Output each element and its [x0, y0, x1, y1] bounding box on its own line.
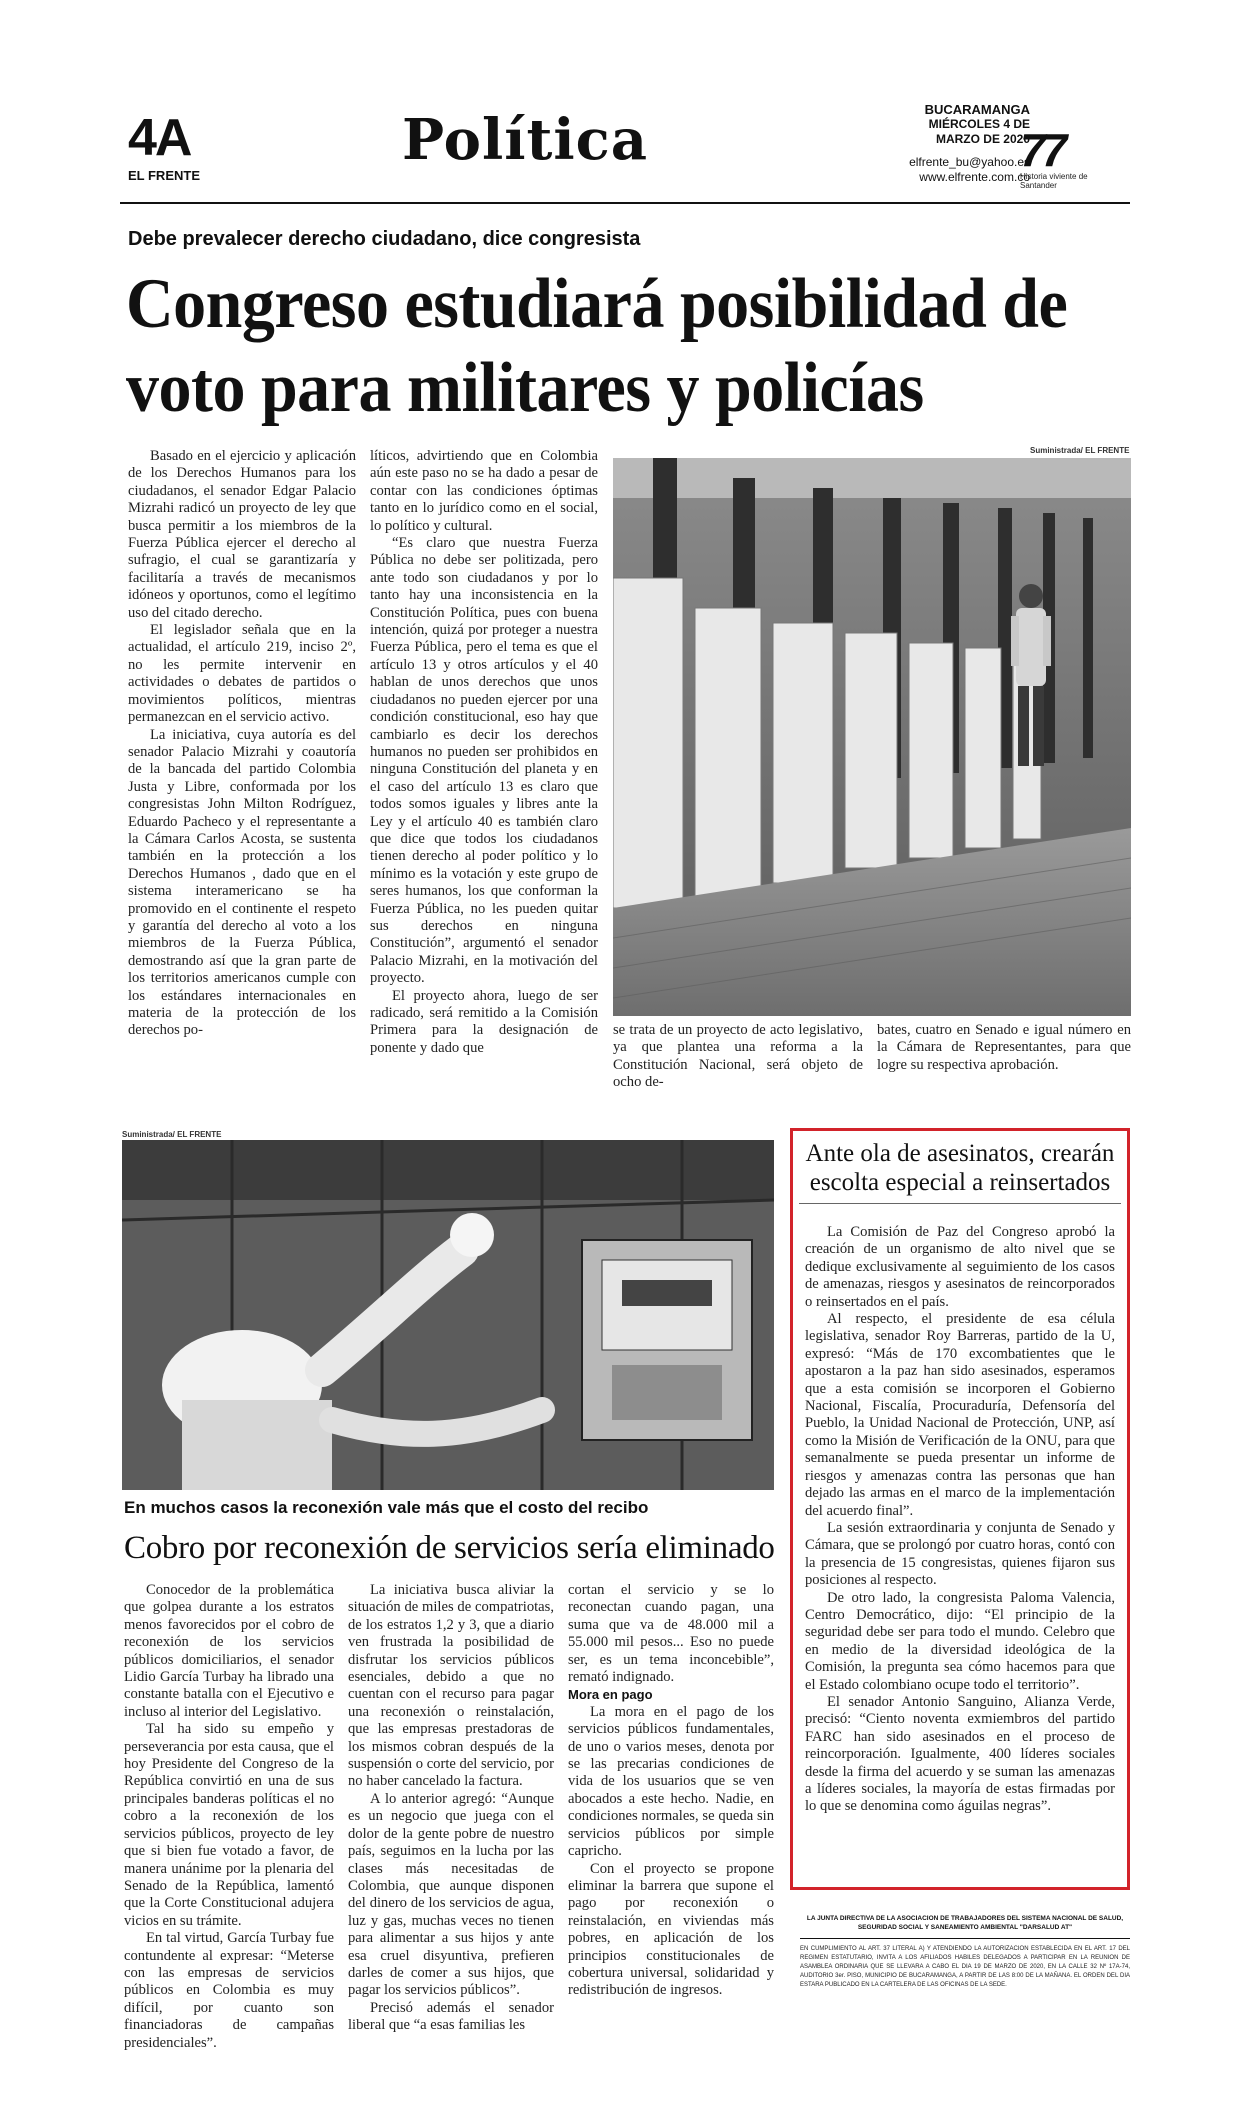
paragraph: El proyecto ahora, luego de ser radicado, será remitido a la Comisión Primera para la designación de ponente y dado que	[370, 987, 598, 1056]
notice-rule	[800, 1938, 1130, 1939]
electric-meter-worker-image	[122, 1140, 774, 1490]
story1-kicker: Debe prevalecer derecho ciudadano, dice congresista	[128, 228, 641, 250]
page-number: 4A	[128, 109, 191, 167]
story2-column-2	[348, 1582, 554, 2035]
story1-column-1	[128, 448, 356, 1040]
meter-box	[582, 1240, 752, 1440]
anniversary-logo	[1020, 124, 1120, 190]
date: MIÉRCOLES 4 DE MARZO DE 2020	[928, 117, 1030, 146]
paragraph: La Comisión de Paz del Congreso aprobó la creación de un organismo de alto nivel que se dedique exclusivamente al seguimiento de los casos de amenazas, riesgos y asesinatos de reincorporados o reinsertados en el país.	[805, 1224, 1115, 1310]
paragraph: “Es claro que nuestra Fuerza Pública no debe ser politizada, pero ante todo son ciudadanos y por lo tanto hay una inconsistencia en la Constitución Política, pues con buena intención, quizá por proteger a nuestra Fuerza Pública, pero el tema es que el artículo 13 y otros artículos y el 40 hablan de unos derechos que unos ciudadanos no pueden ejercer por una condición constitucional, eso hay que cambiarlo es decir los derechos humanos no pueden ser prohibidos en ninguna Constitución del planeta y en el caso del artículo 13 es claro que todos somos iguales y libres ante la Ley y el artículo 40 es también claro que dice que todos los ciudadanos tienen derecho al poder político y lo mínimo es la votación y este grupo de seres humanos, los que conforman la Fuerza Pública, no les pueden quitar sus derechos en ninguna Constitución”, argumentó el senador Palacio Mizrahi, en la motivación del proyecto.	[370, 535, 598, 987]
paragraph: se trata de un proyecto de acto legislativo, ya que plantea una reforma a la Constitución Nacional, será objeto de ocho de-	[613, 1022, 863, 1091]
paragraph: En tal virtud, García Turbay fue contundente al expresar: “Meterse con las empresas de servicios públicos en Colombia es muy difícil, por cuanto son financiadoras de campañas presidenciales”.	[124, 1930, 334, 2051]
subheading: Mora en pago	[568, 1687, 653, 1703]
story1-column-2	[370, 448, 598, 1057]
box-body	[793, 1204, 1127, 1816]
paragraph: A lo anterior agregó: “Aunque es un negocio que juega con el dolor de la gente pobre de nuestro país, seguimos en la lucha por las clases más necesitadas de Colombia, que aunque disponen del dinero de los servicios de agua, luz y gas, muchas veces no tienen para alimentar a sus hijos y ante esa cruel disyuntiva, prefieren darles de comer a sus hijos, que pagar los servicios públicos”.	[348, 1790, 554, 1999]
paragraph: Tal ha sido su empeño y perseverancia por esta causa, que el hoy Presidente del Congreso de la República convirtió en una de sus principales banderas políticas el no cobro a la reconexión de los servicios públicos, proyecto de ley que si bien fue votado a favor, de manera unánime por la plenaria del Senado de la República, lamentó que la Corte Constitucional adujera vicios en su trámite.	[124, 1721, 334, 1929]
paragraph: La sesión extraordinaria y conjunta de Senado y Cámara, que se prolongó por cuatro horas, contó con la presencia de 15 congresistas, quienes fijaron sus posiciones al respecto.	[805, 1519, 1115, 1589]
city: BUCARAMANGA	[924, 102, 1030, 117]
story2-column-1	[124, 1582, 334, 2052]
paragraph: Basado en el ejercicio y aplicación de los Derechos Humanos para los ciudadanos, el senador Edgar Palacio Mizrahi radicó un proyecto de ley que busca permitir a los miembros de la Fuerza Pública ejercer el derecho al sufragio, el cual se garantizaría y facilitaría a través de mecanismos idóneos y oportunos, como el legítimo uso del citado derecho.	[128, 448, 356, 621]
story1-photo	[613, 458, 1131, 1016]
brand-name: EL FRENTE	[128, 168, 200, 183]
email-link[interactable]: elfrente_bu@yahoo.es	[909, 155, 1030, 169]
notice-title: LA JUNTA DIRECTIVA DE LA ASOCIACION DE TRABAJADORES DEL SISTEMA NACIONAL DE SALUD, SEGURIDAD SOCIAL Y SANEAMIENTO AMBIENTAL "DARSALUD AT"	[806, 1915, 1124, 1931]
story1-column-3	[613, 1022, 863, 1092]
logo-number: 77	[1020, 124, 1064, 176]
paragraph: líticos, advirtiendo que en Colombia aún este paso no se ha dado a pesar de contar con las condiciones óptimas tanto en lo jurídico como en el social, lo político y cultural.	[370, 448, 598, 534]
soldier-ballot-booths-image	[613, 458, 1131, 1016]
section-title: Política	[402, 107, 649, 173]
paragraph: El senador Antonio Sanguino, Alianza Verde, precisó: “Ciento noventa exmiembros del partido FARC han sido asesinados en el proceso de reincorporación. Igualmente, 400 líderes sociales desde la firma del acuerdo y se suman las amenazas a líderes sociales, la mayoría de estas firmadas por lo que se denomina como águilas negras”.	[805, 1693, 1115, 1815]
paragraph: Conocedor de la problemática que golpea durante a los estratos menos favorecidos por el cobro de reconexión de los servicios públicos domiciliarios, el senador Lidio García Turbay ha librado una constante batalla con el Ejecutivo e incluso al interior del Legislativo.	[124, 1582, 334, 1720]
story1-photo-credit: Suministrada/ EL FRENTE	[1030, 446, 1130, 455]
paragraph: cortan el servicio y se lo reconectan cuando pagan, una suma que va de 48.000 mil a 55.000 mil pesos... Eso no puede ser, es un tema inconcebible”, remató indignado.	[568, 1582, 774, 1686]
classified-notice	[800, 1914, 1130, 1990]
paragraph: Con el proyecto se propone eliminar la barrera que supone el pago por reconexión o reinstalación, en viviendas más pobres, en aplicación de los principios constitucionales de cobertura universal, solidaridad y redistribución de ingresos.	[568, 1860, 774, 1999]
logo-tagline: Historia viviente de Santander	[1020, 172, 1088, 190]
website-link[interactable]: www.elfrente.com.co	[919, 170, 1030, 184]
story1-headline: Congreso estudiará posibilidad de voto para militares y policías	[126, 264, 1068, 428]
paragraph: La iniciativa busca aliviar la situación de miles de compatriotas, de los estratos 1,2 y 3, que a diario ven frustrada la posibilidad de disfrutar los servicios públicos esenciales, debido a que no cuentan con el recurso para pagar una reconexión o reinstalación, que las empresas prestadoras de los mismos cobran después de la suspensión o corte del servicio, por no haber cancelado la factura.	[348, 1582, 554, 1790]
paragraph: De otro lado, la congresista Paloma Valencia, Centro Democrático, dijo: “El principio de la seguridad debe ser para todo el mundo. Celebro que en medio de la diversidad ideológica de la Comisión, la pregunta sea cómo hacemos para que el Estado colombiano ocupe todo el territorio”.	[805, 1589, 1115, 1693]
header-rule	[120, 202, 1130, 204]
story2-photo-credit: Suministrada/ EL FRENTE	[122, 1130, 222, 1139]
paragraph: El legislador señala que en la actualidad, el artículo 219, inciso 2º, no les permite intervenir en actividades o debates de partidos o movimientos políticos, mientras permanezcan en el servicio activo.	[128, 622, 356, 726]
story2-column-3	[568, 1582, 774, 2000]
story2-photo	[122, 1140, 774, 1490]
story1-column-4	[877, 1022, 1131, 1074]
paragraph: La iniciativa, cuya autoría es del senador Palacio Mizrahi y coautoría de la bancada del partido Colombia Justa y Libre, conformada por los congresistas John Milton Rodríguez, Eduardo Pacheco y el representante a la Cámara Carlos Acosta, se sustenta también en la protección a los Derechos Humanos , dado que en el sistema interamericano se ha promovido en el continente el respeto y garantía del derecho al voto a los miembros de la Fuerza Pública, demostrando así que la gran parte de los territorios americanos cumple con los estándares internacionales en materia de la protección de los derechos po-	[128, 726, 356, 1039]
paragraph: bates, cuatro en Senado e igual número en la Cámara de Representantes, para que logre su respectiva aprobación.	[877, 1022, 1131, 1073]
story2-headline: Cobro por reconexión de servicios sería eliminado	[124, 1530, 775, 1566]
sidebar-box	[790, 1128, 1130, 1890]
masthead-meta	[909, 102, 1030, 185]
box-headline: Ante ola de asesinatos, crearán escolta especial a reinsertados	[805, 1140, 1115, 1196]
story2-caption: En muchos casos la reconexión vale más que el costo del recibo	[124, 1498, 649, 1517]
paragraph: Precisó además el senador liberal que “a esas familias les	[348, 1999, 554, 2034]
paragraph: Al respecto, el presidente de esa célula legislativa, senador Roy Barreras, partido de la U, expresó: “Más de 170 excombatientes que le apostaron a la paz han sido asesinados, esperamos que a esta comisión se incorporen el Gobierno Nacional, Fiscalía, Procuraduría, Defensoría del Pueblo, la Unidad Nacional de Protección, UNP, así como la Misión de Verificación de la ONU, para que semanalmente se pueda presentar un informe de riesgos y amenazas contra las personas que han dejado las armas en el marco de la implementación del acuerdo final”.	[805, 1311, 1115, 1519]
notice-body: EN CUMPLIMIENTO AL ART. 37 LITERAL A) Y ATENDIENDO LA AUTORIZACION ESTABLECIDA EN EL ART. 17 DEL REGIMEN ESTATUTARIO, INVITA A LOS AFILIADOS HABILES DELEGADOS A PARTICIPAR EN LA REUNION DE ASAMBLEA ORDINARIA QUE SE LLEVARA A CABO EL DIA 19 DE MARZO DE 2020, EN LA CALLE 32 Nº 17A-74, AUDITORIO 3er. PISO, MUNICIPIO DE BUCARAMANGA, A PARTIR DE LAS 8:00 DE LA MAÑANA. EL ORDEN DEL DIA ESTARA PUBLICADO EN LA CARTELERA DE LAS OFICINAS DE LA SEDE.	[800, 1946, 1130, 1988]
paragraph: La mora en el pago de los servicios públicos fundamentales, de uno o varios meses, denota por se las precarias condiciones de vida de los usuarios que se ven abocados a este hecho. Nadie, en condiciones normales, se queda sin servicios públicos por simple capricho.	[568, 1703, 774, 1860]
